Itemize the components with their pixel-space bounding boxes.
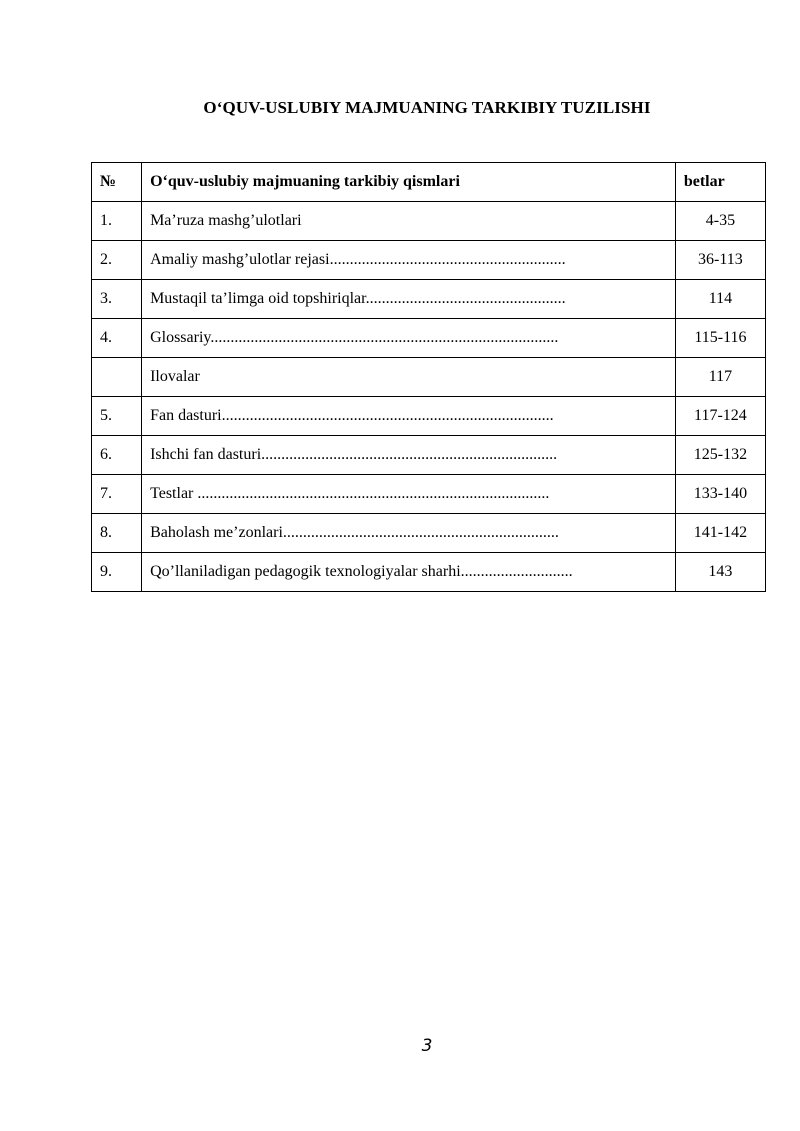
contents-table (91, 162, 766, 592)
row-title: Testlar ........................................................................................ (142, 475, 676, 514)
row-title: Baholash me’zonlari..................................................................... (142, 514, 676, 553)
row-number: 8. (92, 514, 142, 553)
row-pages: 115-116 (675, 319, 765, 358)
table-header-row (92, 163, 766, 202)
table-row (92, 436, 766, 475)
row-title: Ishchi fan dasturi.......................................................................... (142, 436, 676, 475)
row-title: Ma’ruza mashg’ulotlari (142, 202, 676, 241)
table-row (92, 202, 766, 241)
row-number (92, 358, 142, 397)
page-title: O‘QUV-USLUBIY MAJMUANING TARKIBIY TUZILISHI (203, 98, 651, 117)
row-title: Mustaqil ta’limga oid topshiriqlar.................................................. (142, 280, 676, 319)
row-pages: 4-35 (675, 202, 765, 241)
page-number: 3 (421, 1036, 433, 1056)
row-pages: 117-124 (675, 397, 765, 436)
table-row (92, 514, 766, 553)
header-title: O‘quv-uslubiy majmuaning tarkibiy qismlari (142, 163, 676, 202)
table-row (92, 397, 766, 436)
row-pages: 125-132 (675, 436, 765, 475)
row-pages: 114 (675, 280, 765, 319)
row-title: Amaliy mashg’ulotlar rejasi........................................................... (142, 241, 676, 280)
row-number: 4. (92, 319, 142, 358)
table-row (92, 475, 766, 514)
row-pages: 143 (675, 553, 765, 592)
row-number: 6. (92, 436, 142, 475)
row-number: 2. (92, 241, 142, 280)
row-number: 5. (92, 397, 142, 436)
row-title: Glossariy....................................................................................... (142, 319, 676, 358)
table-row (92, 241, 766, 280)
table-row (92, 280, 766, 319)
row-number: 7. (92, 475, 142, 514)
row-pages: 117 (675, 358, 765, 397)
header-pages: betlar (675, 163, 765, 202)
header-number: № (92, 163, 142, 202)
row-number: 9. (92, 553, 142, 592)
row-number: 1. (92, 202, 142, 241)
table-row (92, 358, 766, 397)
row-pages: 141-142 (675, 514, 765, 553)
row-title: Qo’llaniladigan pedagogik texnologiyalar sharhi............................ (142, 553, 676, 592)
table-row (92, 319, 766, 358)
row-pages: 36-113 (675, 241, 765, 280)
row-number: 3. (92, 280, 142, 319)
row-title: Ilovalar (142, 358, 676, 397)
row-title: Fan dasturi................................................................................... (142, 397, 676, 436)
row-pages: 133-140 (675, 475, 765, 514)
table-row (92, 553, 766, 592)
